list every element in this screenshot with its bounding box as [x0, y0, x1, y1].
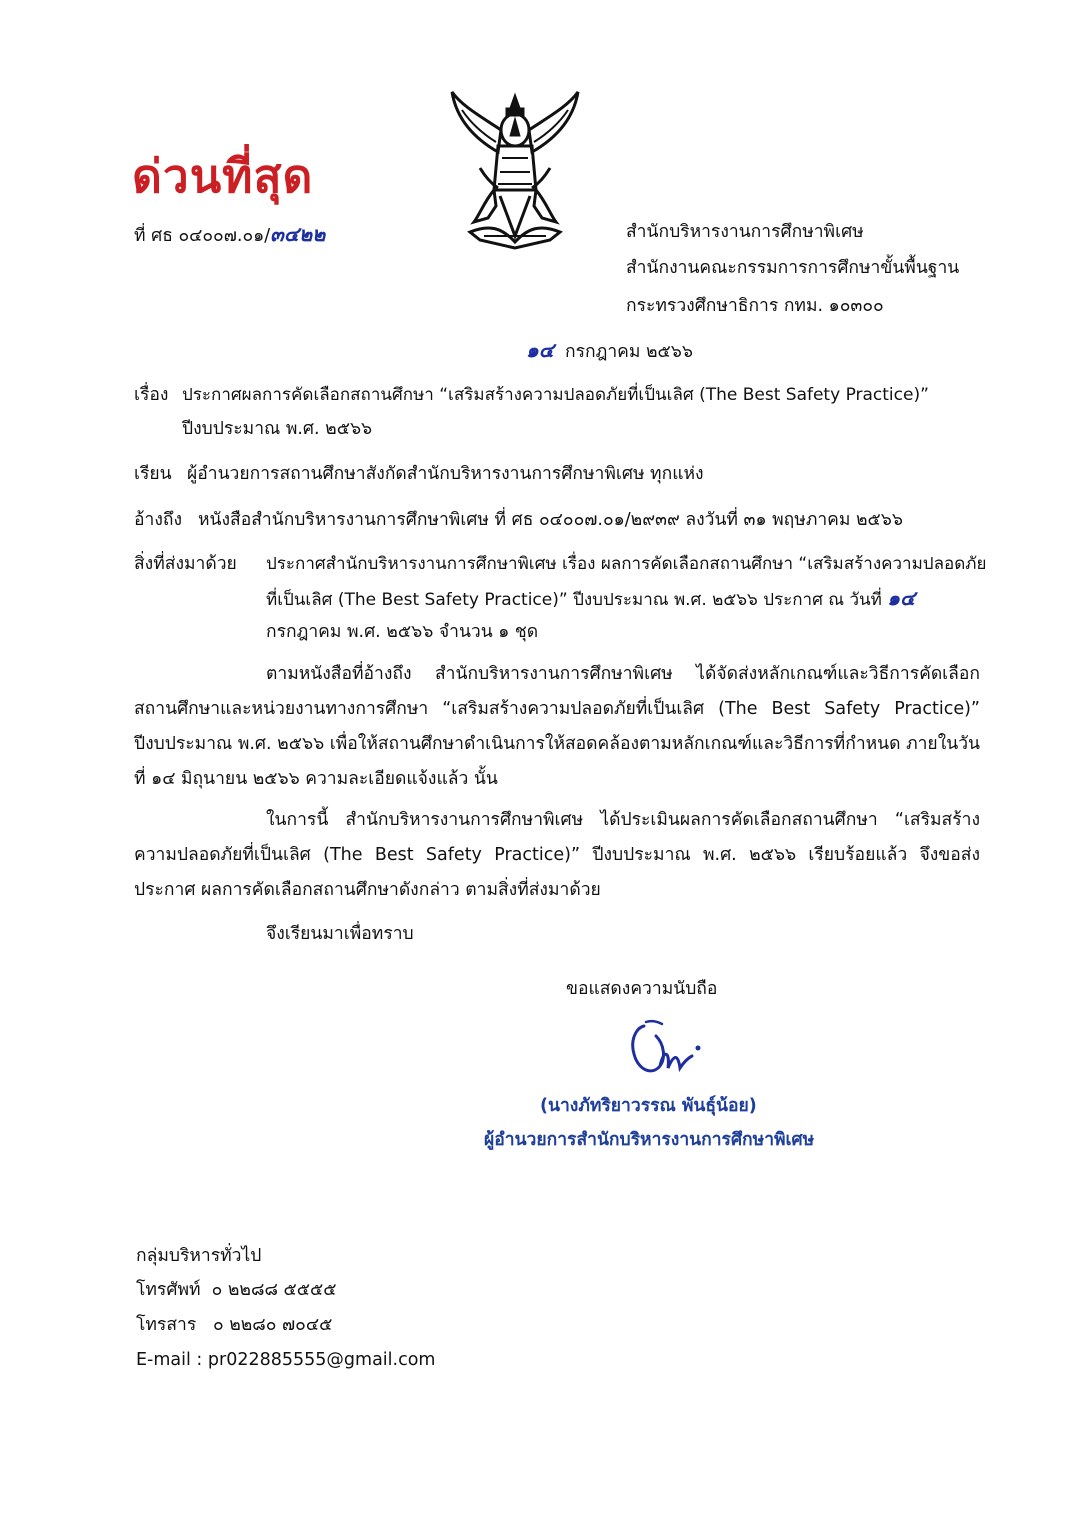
body-paragraph-2: ในการนี้ สำนักบริหารงานการศึกษาพิเศษ ได้ประเมินผลการคัดเลือกสถานศึกษา “เสริมสร้าง ความปลอดภัยที่เป็นเลิศ (The Best Safety Practice)” ปีงบประมาณ พ.ศ. ๒๕๖๖ เรียบร้อยแล้ว จึงขอส่งประกาศ ผลการคัดเลือกสถานศึกษาดังกล่าว ตามสิ่งที่ส่งมาด้วย	[134, 810, 980, 900]
phone-number: ๐ ๒๒๘๘ ๕๕๕๕	[211, 1280, 337, 1300]
reference-number-line	[134, 222, 325, 248]
reference-label: อ้างถึง	[134, 510, 183, 530]
footer-fax	[136, 1313, 332, 1337]
footer-department: กลุ่มบริหารทั่วไป	[136, 1246, 262, 1266]
letter-date	[526, 338, 693, 364]
enclosure-line-2-text: ที่เป็นเลิศ (The Best Safety Practice)” ปีงบประมาณ พ.ศ. ๒๕๖๖ ประกาศ ณ วันที่	[266, 590, 882, 610]
footer-phone	[136, 1278, 337, 1302]
reference-prefix: ที่ ศธ ๐๔๐๐๗.๐๑/	[134, 226, 271, 246]
recipient-text: ผู้อำนวยการสถานศึกษาสังกัดสำนักบริหารงานการศึกษาพิเศษ ทุกแห่ง	[187, 464, 704, 484]
date-month-year: กรกฎาคม ๒๕๖๖	[564, 342, 693, 362]
enclosure-label: สิ่งที่ส่งมาด้วย	[134, 554, 237, 574]
regards-text: ขอแสดงความนับถือ	[566, 979, 718, 999]
sender-line-3: กระทรวงศึกษาธิการ กทม. ๑๐๓๐๐	[626, 296, 884, 316]
subject-label: เรื่อง	[134, 385, 169, 405]
fax-label: โทรสาร	[136, 1315, 197, 1335]
footer-email	[136, 1348, 435, 1372]
date-day-handwritten: ๑๔	[526, 338, 554, 362]
urgency-stamp: ด่วนที่สุด	[132, 149, 314, 203]
enclosure-line-3: กรกฎาคม พ.ศ. ๒๕๖๖ จำนวน ๑ ชุด	[266, 622, 539, 642]
fax-number: ๐ ๒๒๘๐ ๗๐๔๕	[212, 1315, 333, 1335]
closing-line: จึงเรียนมาเพื่อทราบ	[266, 924, 414, 944]
email-address[interactable]: pr022885555@gmail.com	[207, 1350, 436, 1370]
reference-number-handwritten: ๓๔๒๒	[270, 222, 326, 246]
enclosure-line-2	[266, 586, 915, 612]
sender-line-1: สำนักบริหารงานการศึกษาพิเศษ	[626, 222, 864, 242]
phone-label: โทรศัพท์	[136, 1280, 201, 1300]
email-label: E-mail :	[136, 1350, 203, 1370]
handwritten-signature	[622, 1018, 712, 1090]
body-paragraph-1: ตามหนังสือที่อ้างถึง สำนักบริหารงานการศึกษาพิเศษ ได้จัดส่งหลักเกณฑ์และวิธีการคัดเลือก สถานศึกษาและหน่วยงานทางการศึกษา “เสริมสร้างความปลอดภัยที่เป็นเลิศ (The Best Safety Practice)” ปีงบประมาณ พ.ศ. ๒๕๖๖ เพื่อให้สถานศึกษาดำเนินการให้สอดคล้องตามหลักเกณฑ์และวิธีการที่กำหนด ภายในวันที่ ๑๔ มิถุนายน ๒๕๖๖ ความละเอียดแจ้งแล้ว นั้น	[134, 664, 980, 789]
subject-line-1: ประกาศผลการคัดเลือกสถานศึกษา “เสริมสร้างความปลอดภัยที่เป็นเลิศ (The Best Safety Practice)”	[182, 385, 929, 405]
garuda-emblem-icon	[440, 86, 590, 256]
enclosure-day-handwritten: ๑๔	[887, 586, 916, 610]
recipient-label: เรียน	[134, 464, 172, 484]
reference-text: หนังสือสำนักบริหารงานการศึกษาพิเศษ ที่ ศธ ๐๔๐๐๗.๐๑/๒๙๓๙ ลงวันที่ ๓๑ พฤษภาคม ๒๕๖๖	[198, 510, 903, 530]
enclosure-line-1: ประกาศสำนักบริหารงานการศึกษาพิเศษ เรื่อง ผลการคัดเลือกสถานศึกษา “เสริมสร้างความปลอดภัย	[266, 554, 987, 574]
signatory-name: (นางภัทริยาวรรณ พันธุ์น้อย)	[540, 1096, 757, 1116]
sender-line-2: สำนักงานคณะกรรมการการศึกษาขั้นพื้นฐาน	[626, 258, 960, 278]
subject-line-2: ปีงบประมาณ พ.ศ. ๒๕๖๖	[182, 419, 373, 439]
signatory-position: ผู้อำนวยการสำนักบริหารงานการศึกษาพิเศษ	[484, 1130, 815, 1150]
